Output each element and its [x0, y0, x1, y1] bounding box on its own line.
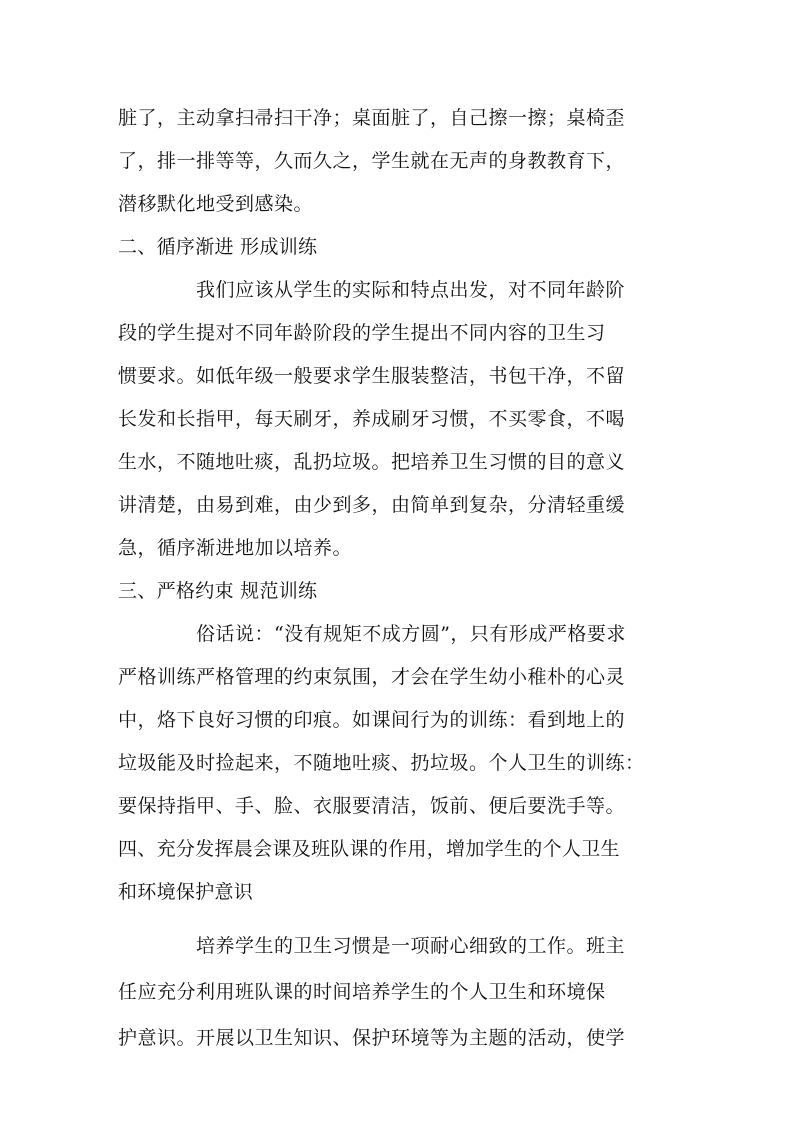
body-text-line: 生水，不随地吐痰，乱扔垃圾。把培养卫生习惯的目的意义 [118, 451, 626, 473]
body-text-line: 中，烙下良好习惯的印痕。如课间行为的训练：看到地上的 [118, 709, 626, 731]
body-text-line: 了，排一排等等，久而久之，学生就在无声的身教教育下， [118, 150, 626, 172]
body-text-line: 垃圾能及时捡起来，不随地吐痰、扔垃圾。个人卫生的训练： [118, 752, 645, 774]
section-heading: 和环境保护意识 [118, 881, 254, 903]
section-heading: 四、充分发挥晨会课及班队课的作用，增加学生的个人卫生 [118, 838, 620, 860]
body-text-line: 培养学生的卫生习惯是一项耐心细致的工作。班主 [196, 935, 626, 957]
section-heading: 二、循序渐进 形成训练 [118, 236, 318, 258]
body-text-line: 急，循序渐进地加以培养。 [118, 537, 353, 559]
body-text-line: 潜移默化地受到感染。 [118, 193, 314, 215]
body-text-line: 讲清楚，由易到难，由少到多，由简单到复杂，分清轻重缓 [118, 494, 626, 516]
body-text-line: 长发和长指甲，每天刷牙，养成刷牙习惯，不买零食，不喝 [118, 408, 626, 430]
body-text-line: 任应充分利用班队课的时间培养学生的个人卫生和环境保 [118, 981, 606, 1003]
body-text-line: 严格训练严格管理的约束氛围，才会在学生幼小稚朴的心灵 [118, 666, 626, 688]
body-text-line: 惯要求。如低年级一般要求学生服装整洁，书包干净，不留 [118, 365, 626, 387]
body-text-line: 要保持指甲、手、脸、衣服要清洁，饭前、便后要洗手等。 [118, 795, 626, 817]
body-text-line: 我们应该从学生的实际和特点出发，对不同年龄阶 [196, 279, 626, 301]
body-text-line: 护意识。开展以卫生知识、保护环境等为主题的活动，使学 [118, 1027, 626, 1049]
body-text-line: 段的学生提对不同年龄阶段的学生提出不同内容的卫生习 [118, 322, 606, 344]
body-text-line: 俗话说：“没有规矩不成方圆”，只有形成严格要求 [196, 623, 626, 645]
body-text-line: 脏了，主动拿扫帚扫干净；桌面脏了，自己擦一擦；桌椅歪 [118, 107, 626, 129]
section-heading: 三、严格约束 规范训练 [118, 580, 318, 602]
